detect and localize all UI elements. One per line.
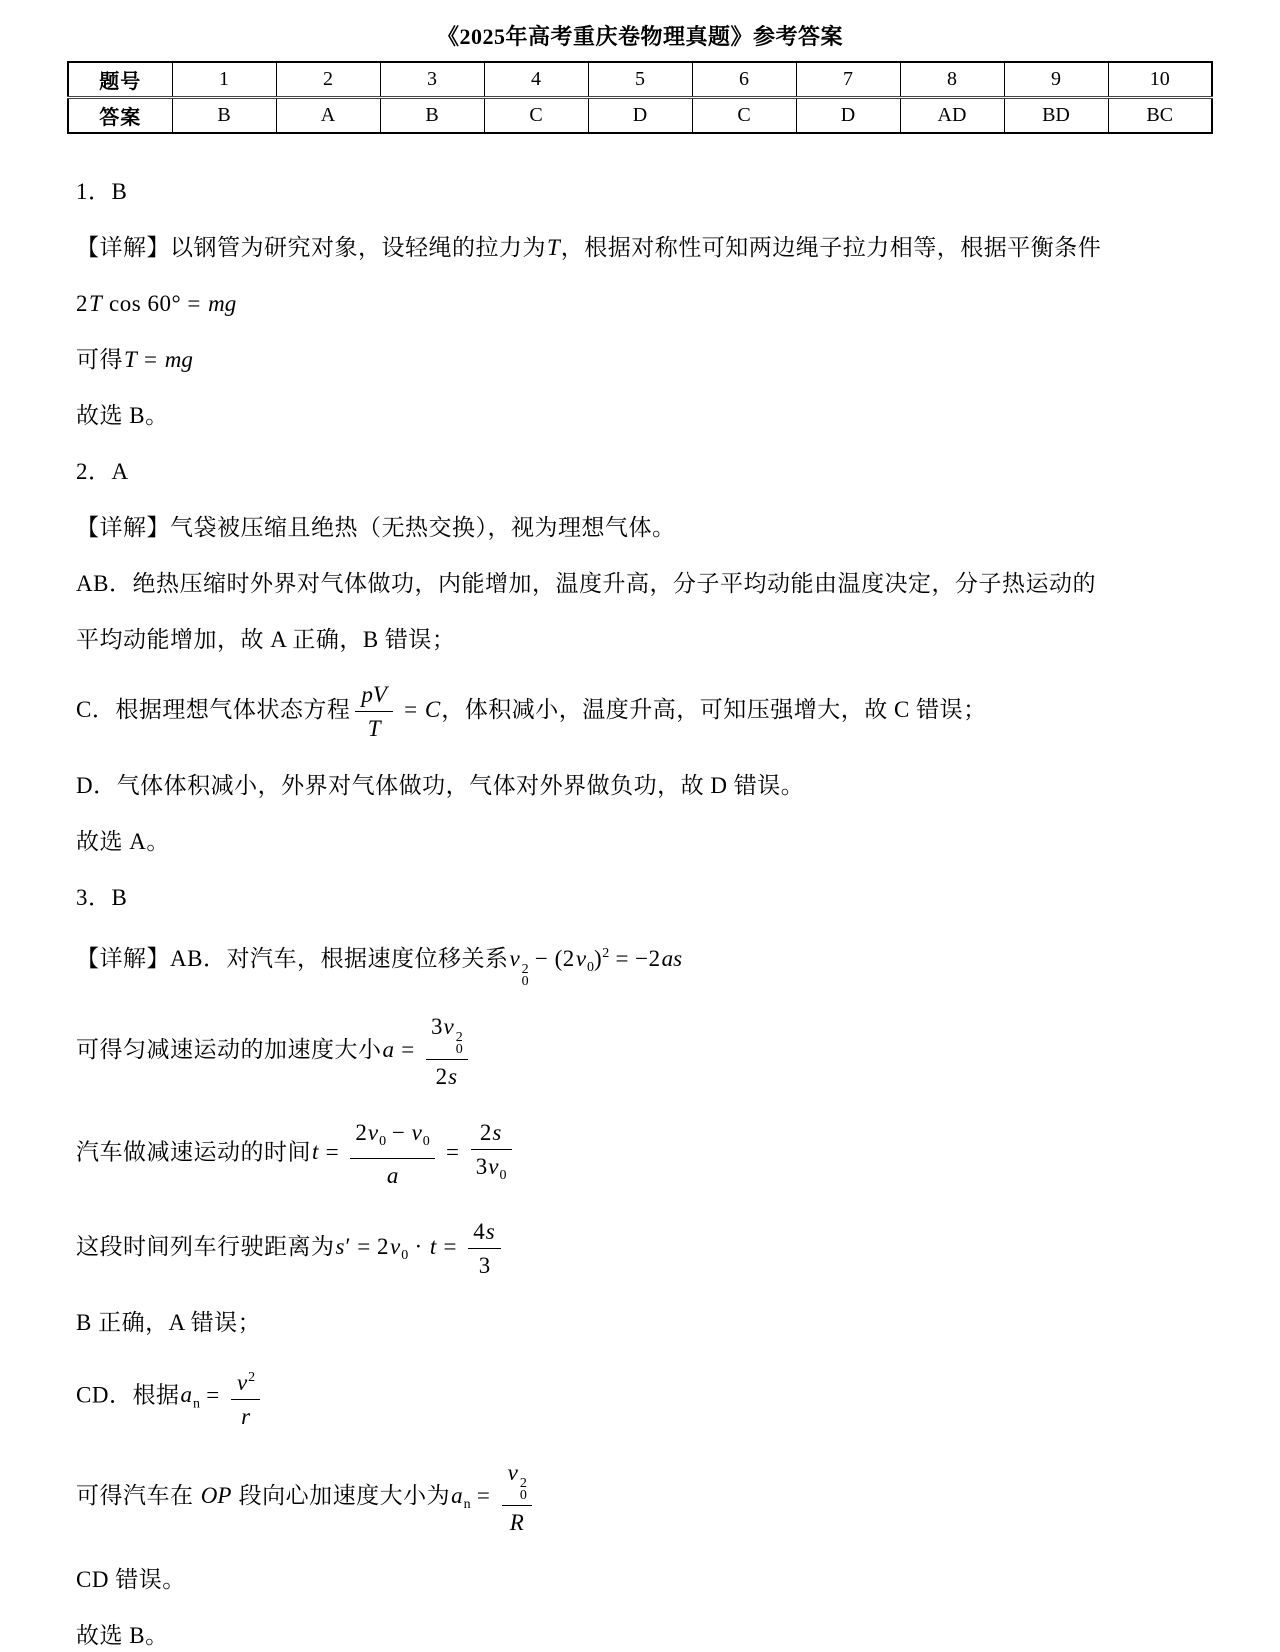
q3-acceleration-formula: 可得匀减速运动的加速度大小a = 3v 2 0 2s (76, 1012, 1212, 1091)
answer-table (67, 61, 1213, 134)
q3-answer-line: 3．B (76, 885, 128, 910)
q2-answer-line: 2．A (76, 459, 129, 484)
answer-cell: BC (1108, 98, 1212, 134)
q3-ab-conclusion-line: B 正确，A 错误； (76, 1310, 262, 1335)
q3-distance-formula: 这段时间列车行驶距离为$s' = 2v_0 \cdot t$ = $\frac{4s}{3}$ (76, 1217, 1212, 1280)
question-number-cell: 5 (588, 62, 692, 98)
q3-cd-result-formula: 可得汽车在 OP 段向心加速度大小为$a_n$ = v 2 0 R (76, 1458, 1212, 1537)
q1-answer-line: 1．B (76, 179, 128, 204)
q2-option-c-line: C．根据理想气体状态方程 $\frac{pV}{T}$ = C，体积减小，温度升高，可知压强增大，故 C 错误； (76, 682, 987, 741)
solutions-section (76, 176, 1212, 1652)
question-row-label: 题号 (68, 62, 172, 98)
question-number-cell: 9 (1004, 62, 1108, 98)
q2-conclusion-line: 故选 A。 (76, 829, 170, 854)
q2-option-d-line: D．气体体积减小，外界对气体做功，气体对外界做负功，故 D 错误。 (76, 773, 805, 798)
question-number-cell: 1 (172, 62, 276, 98)
q1-result-formula: 可得T = mg (76, 347, 193, 372)
answer-row (68, 98, 1212, 134)
answer-cell: D (588, 98, 692, 134)
q2-detail-line: 【详解】气袋被压缩且绝热（无热交换），视为理想气体。 (76, 515, 676, 540)
q2-option-ab-line-2: 平均动能增加，故 A 正确，B 错误； (76, 627, 456, 652)
question-number-row (68, 62, 1212, 98)
q3-conclusion-line: 故选 B。 (76, 1623, 169, 1648)
q1-equilibrium-formula: 2T cos 60° = mg (76, 291, 237, 316)
answer-row-label: 答案 (68, 98, 172, 134)
answer-cell: B (172, 98, 276, 134)
q2-option-ab-line-1: AB．绝热压缩时外界对气体做功，内能增加，温度升高，分子平均动能由温度决定，分子热运动的 (76, 571, 1096, 596)
answer-cell: BD (1004, 98, 1108, 134)
answer-cell: A (276, 98, 380, 134)
q3-detail-ab-formula: 【详解】AB．对汽车，根据速度位移关系v 2 0 − $(2v_0)^2 = -2as$ (76, 946, 683, 989)
answer-cell: B (380, 98, 484, 134)
answer-cell: C (692, 98, 796, 134)
question-number-cell: 10 (1108, 62, 1212, 98)
question-number-cell: 6 (692, 62, 796, 98)
answer-cell: D (796, 98, 900, 134)
q3-time-formula: 汽车做减速运动的时间t = $\frac{2v_0 - v_0}{a}$ = $\frac{2s}{3v_0}$ (76, 1118, 1212, 1190)
q3-cd-formula: CD．根据$a_n$ = $\frac{v^2}{r}$ (76, 1363, 1212, 1431)
answer-cell: C (484, 98, 588, 134)
question-number-cell: 3 (380, 62, 484, 98)
question-number-cell: 7 (796, 62, 900, 98)
answer-cell: AD (900, 98, 1004, 134)
q3-cd-conclusion-line: CD 错误。 (76, 1567, 186, 1592)
question-number-cell: 2 (276, 62, 380, 98)
document-title: 《2025年高考重庆卷物理真题》参考答案 (436, 24, 843, 49)
q1-conclusion-line: 故选 B。 (76, 403, 169, 428)
question-number-cell: 8 (900, 62, 1004, 98)
q1-detail-line: 【详解】以钢管为研究对象，设轻绳的拉力为T，根据对称性可知两边绳子拉力相等，根据平衡条件 (76, 235, 1102, 260)
question-number-cell: 4 (484, 62, 588, 98)
